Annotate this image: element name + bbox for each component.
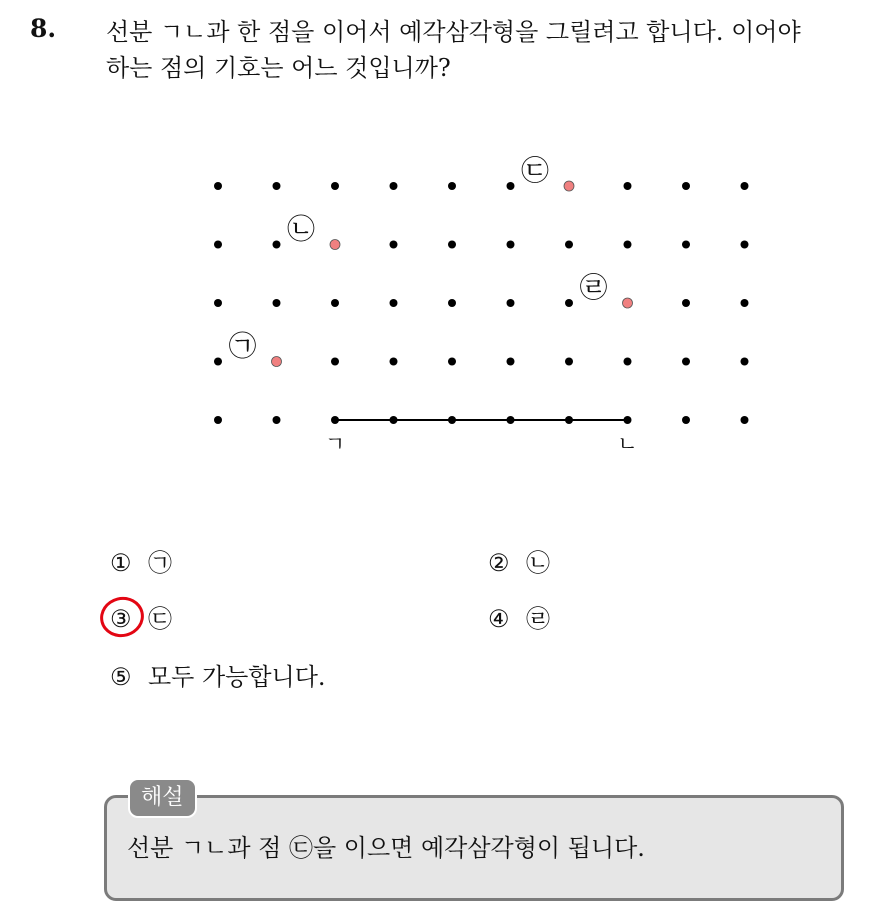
- grid-dot: [565, 241, 573, 249]
- grid-dot: [507, 241, 515, 249]
- question-line-1: 선분 ㄱㄴ과 한 점을 이어서 예각삼각형을 그릴려고 합니다. 이어야: [106, 18, 801, 46]
- grid-dot: [331, 182, 339, 190]
- grid-dot: [624, 358, 632, 366]
- choice-3-text: ㉢: [148, 605, 172, 633]
- grid-dot: [507, 358, 515, 366]
- grid-dot: [507, 182, 515, 190]
- choice-5-text: 모두 가능합니다.: [148, 663, 326, 691]
- choice-3-number: ③: [110, 605, 132, 633]
- grid-dot: [741, 241, 749, 249]
- grid-dot: [273, 416, 281, 424]
- grid-dot: [331, 358, 339, 366]
- grid-dot: [507, 299, 515, 307]
- grid-dot: [214, 299, 222, 307]
- grid-dot: [214, 182, 222, 190]
- grid-dot: [565, 299, 573, 307]
- grid-dot: [682, 182, 690, 190]
- grid-dot: [565, 358, 573, 366]
- grid-dot: [741, 416, 749, 424]
- grid-dot: [448, 299, 456, 307]
- grid-dot: [682, 416, 690, 424]
- choice-1[interactable]: [110, 548, 172, 578]
- choice-2[interactable]: [488, 548, 550, 578]
- grid-dot: [390, 299, 398, 307]
- candidate-point: [564, 181, 574, 191]
- grid-dot: [448, 241, 456, 249]
- grid-dot: [331, 416, 339, 424]
- choice-4-number: ④: [488, 605, 510, 633]
- grid-dot: [390, 358, 398, 366]
- segment-endpoint-label: ㄴ: [617, 432, 638, 456]
- question-line-2: 하는 점의 기호는 어느 것입니까?: [106, 54, 451, 82]
- choice-5[interactable]: [110, 662, 326, 692]
- choice-4-text: ㉣: [526, 605, 550, 633]
- grid-dot: [448, 416, 456, 424]
- answer-mark-circle: [96, 592, 148, 641]
- grid-dot: [682, 241, 690, 249]
- grid-dot: [214, 416, 222, 424]
- grid-dot: [682, 299, 690, 307]
- choice-4[interactable]: [488, 604, 550, 634]
- grid-dot: [682, 358, 690, 366]
- grid-dot: [624, 416, 632, 424]
- grid-dot: [273, 241, 281, 249]
- grid-dot: [273, 182, 281, 190]
- grid-dot: [624, 241, 632, 249]
- grid-dot: [565, 416, 573, 424]
- solution-tag: 해설: [128, 778, 197, 818]
- grid-dot: [214, 241, 222, 249]
- segment-endpoint-label: ㄱ: [324, 432, 346, 456]
- candidate-label: ㉢: [520, 154, 550, 187]
- candidate-label: ㉡: [286, 212, 316, 246]
- candidate-label: ㉠: [228, 329, 257, 363]
- choice-5-number: ⑤: [110, 663, 132, 691]
- grid-dot: [448, 358, 456, 366]
- grid-dot: [273, 299, 281, 307]
- grid-dot: [741, 358, 749, 366]
- grid-dot: [214, 358, 222, 366]
- candidate-label: ㉣: [579, 271, 608, 304]
- grid-dot: [741, 182, 749, 190]
- choice-2-number: ②: [488, 549, 510, 577]
- grid-dot: [390, 416, 398, 424]
- grid-dot: [448, 182, 456, 190]
- candidate-point: [623, 298, 633, 308]
- candidate-point: [272, 357, 282, 367]
- question-number: 8.: [30, 14, 57, 43]
- choice-1-number: ①: [110, 549, 132, 577]
- grid-dot: [624, 182, 632, 190]
- candidate-point: [330, 240, 340, 250]
- grid-dot: [390, 241, 398, 249]
- grid-dot: [390, 182, 398, 190]
- grid-dot: [741, 299, 749, 307]
- grid-dot: [507, 416, 515, 424]
- grid-dot: [331, 299, 339, 307]
- solution-text: 선분 ㄱㄴ과 점 ㉢을 이으면 예각삼각형이 됩니다.: [127, 834, 645, 862]
- choice-1-text: ㉠: [148, 549, 172, 577]
- choice-2-text: ㉡: [526, 549, 550, 577]
